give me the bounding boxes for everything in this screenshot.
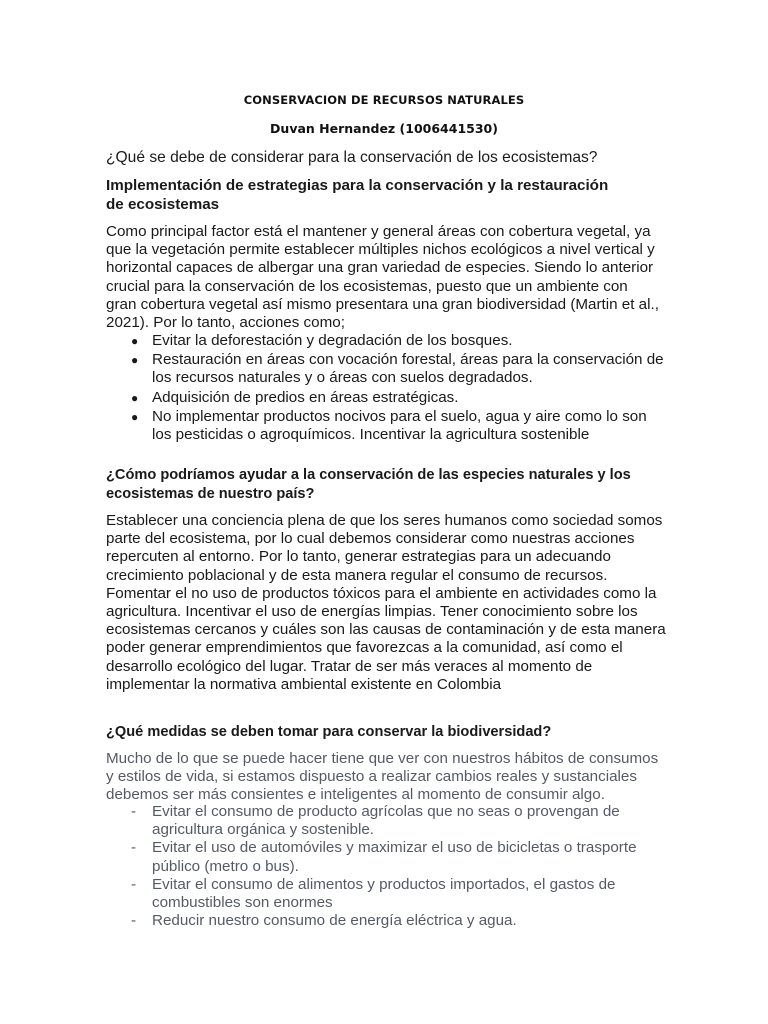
dash-item (106, 876, 666, 912)
document-title: CONSERVACION DE RECURSOS NATURALES (243, 93, 525, 107)
dash-text: Reducir nuestro consumo de energía eléctrica y agua. (152, 912, 517, 930)
section2-paragraph: Establecer una conciencia plena de que los seres humanos como sociedad somos parte del ecosistema, por lo cual debemos considerar como nuestras acciones repercuten al entorno. Por lo tanto, generar estrategias para un adecuando crecimiento poblacional y de esta manera regular el consumo de recursos. Fomentar el no uso de productos tóxicos para el ambiente en actividades como la agricultura. Incentivar el uso de energías limpias. Tener conocimiento sobre los ecosistemas cercanos y cuáles son las causas de contaminación y de esta manera poder generar emprendimientos que favorezcas a la comunidad, así como el desarrollo ecológico del lugar. Tratar de ser más veraces al momento de implementar la normativa ambiental existente en Colombia (106, 512, 666, 693)
section3-dash-list (106, 803, 666, 930)
section1-bullet-list (106, 332, 666, 445)
dash-item (106, 839, 666, 875)
bullet-icon: ● (131, 409, 139, 424)
document-author: Duvan Hernandez (1006441530) (270, 121, 498, 136)
bullet-text: No implementar productos nocivos para el suelo, agua y aire como lo son los pesticidas o agroquímicos. Incentivar la agricultura sostenible (152, 407, 647, 444)
bullet-item (106, 408, 666, 444)
dash-marker: - (131, 875, 137, 893)
section2-heading: ¿Cómo podríamos ayudar a la conservación de las especies naturales y los ecosistemas de nuestro país? (106, 467, 631, 502)
bullet-item (106, 332, 666, 350)
dash-item (106, 912, 666, 930)
section3-heading: ¿Qué medidas se deben tomar para conservar la biodiversidad? (106, 724, 552, 740)
dash-text: Evitar el consumo de producto agrícolas que no seas o provengan de agricultura orgánica y sostenible. (152, 803, 620, 839)
section3-paragraph: Mucho de lo que se puede hacer tiene que ver con nuestros hábitos de consumos y estilos de vida, si estamos dispuesto a realizar cambios reales y sustanciales debemos ser más consientes e inteligentes al momento de consumir algo. (106, 750, 659, 804)
section1-heading-line1: Implementación de estrategias para la conservación y la restauración (106, 177, 609, 194)
dash-item (106, 803, 666, 839)
bullet-text: Adquisición de predios en áreas estratégicas. (152, 388, 459, 406)
section1-heading (106, 177, 626, 214)
bullet-item (106, 351, 666, 387)
bullet-icon: ● (131, 353, 139, 368)
section1-heading-line2: de ecosistemas (106, 195, 220, 213)
dash-marker: - (131, 912, 137, 930)
bullet-icon: ● (131, 334, 139, 348)
bullet-item (106, 389, 666, 407)
dash-marker: - (131, 803, 137, 820)
bullet-text: Restauración en áreas con vocación forestal, áreas para la conservación de los recursos naturales y o áreas con suelos degradados. (152, 351, 664, 387)
bullet-icon: ● (131, 390, 139, 405)
dash-marker: - (131, 839, 137, 857)
dash-text: Evitar el uso de automóviles y maximizar el uso de bicicletas o trasporte público (metro o bus). (152, 839, 637, 875)
bullet-text: Evitar la deforestación y degradación de los bosques. (152, 332, 513, 349)
section1-question: ¿Qué se debe de considerar para la conservación de los ecosistemas? (106, 149, 598, 166)
dash-text: Evitar el consumo de alimentos y productos importados, el gastos de combustibles son enormes (152, 875, 616, 912)
section1-paragraph: Como principal factor está el mantener y general áreas con cobertura vegetal, ya que la vegetación permite establecer múltiples nichos ecológicos a nivel vertical y horizontal capaces de albergar una gran variedad de especies. Siendo lo anterior crucial para la conservación de los ecosistemas, puesto que un ambiente con gran cobertura vegetal así mismo presentara una gran biodiversidad (Martin et al., 2021). Por lo tanto, acciones como; (106, 223, 659, 332)
